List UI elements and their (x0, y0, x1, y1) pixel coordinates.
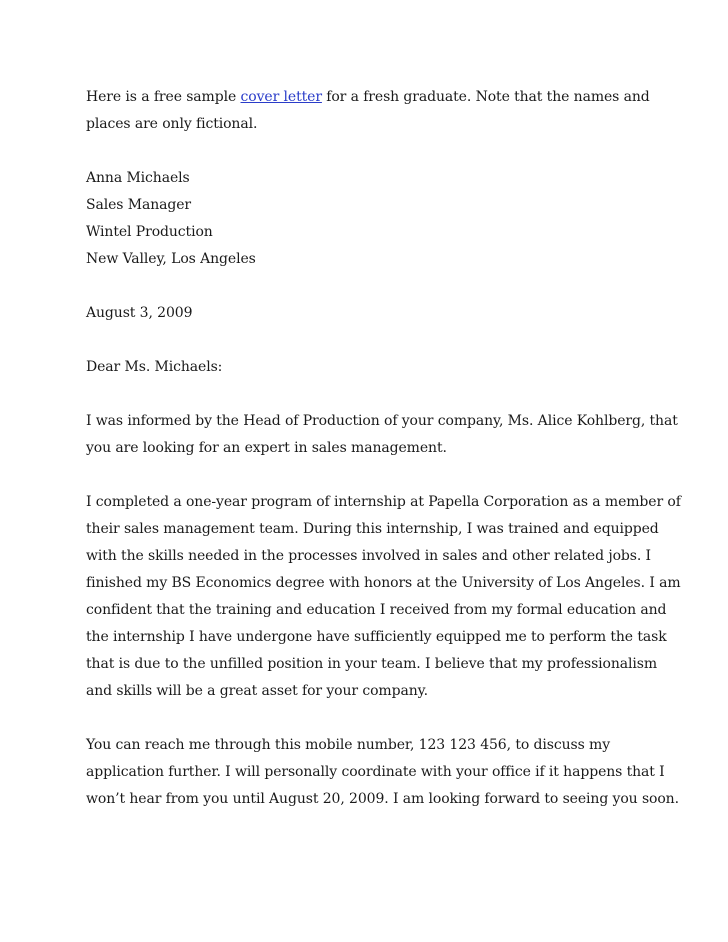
paragraph2-line: confident that the training and education I received from my formal education and (86, 602, 667, 618)
paragraph2-line: that is due to the unfilled position in your team. I believe that my professionalism (86, 656, 658, 672)
cover-letter-link[interactable]: cover letter (240, 89, 322, 105)
spacer (86, 381, 686, 408)
recipient-name: Anna Michaels (86, 170, 190, 186)
paragraph3-line: application further. I will personally coordinate with your office if it happens that I (86, 764, 665, 780)
paragraph2-line: the internship I have undergone have sufficiently equipped me to perform the task (86, 629, 667, 645)
paragraph1-line: you are looking for an expert in sales management. (86, 440, 447, 456)
intro-text-after: for a fresh graduate. Note that the names and (321, 89, 650, 105)
spacer (86, 705, 686, 732)
paragraph3-line: won’t hear from you until August 20, 2009. I am looking forward to seeing you soon. (86, 791, 679, 807)
recipient-location: New Valley, Los Angeles (86, 251, 256, 267)
intro-line-2: places are only fictional. (86, 116, 258, 132)
letter-date: August 3, 2009 (86, 305, 193, 321)
intro-text-before: Here is a free sample (86, 89, 241, 105)
spacer (86, 273, 686, 300)
spacer (86, 462, 686, 489)
recipient-company: Wintel Production (86, 224, 213, 240)
salutation: Dear Ms. Michaels: (86, 359, 223, 375)
recipient-title: Sales Manager (86, 197, 192, 213)
paragraph2-line: I completed a one-year program of internship at Papella Corporation as a member of (86, 494, 681, 510)
spacer (86, 138, 686, 165)
paragraph2-line: finished my BS Economics degree with honors at the University of Los Angeles. I am (86, 575, 681, 591)
paragraph3-line: You can reach me through this mobile number, 123 123 456, to discuss my (86, 737, 611, 753)
spacer (86, 327, 686, 354)
paragraph2-line: and skills will be a great asset for your company. (86, 683, 428, 699)
paragraph1-line: I was informed by the Head of Production of your company, Ms. Alice Kohlberg, that (86, 413, 678, 429)
paragraph2-line: their sales management team. During this internship, I was trained and equipped (86, 521, 659, 537)
intro-line-1 (86, 84, 686, 111)
letter-page (86, 84, 686, 813)
paragraph2-line: with the skills needed in the processes involved in sales and other related jobs. I (86, 548, 651, 564)
